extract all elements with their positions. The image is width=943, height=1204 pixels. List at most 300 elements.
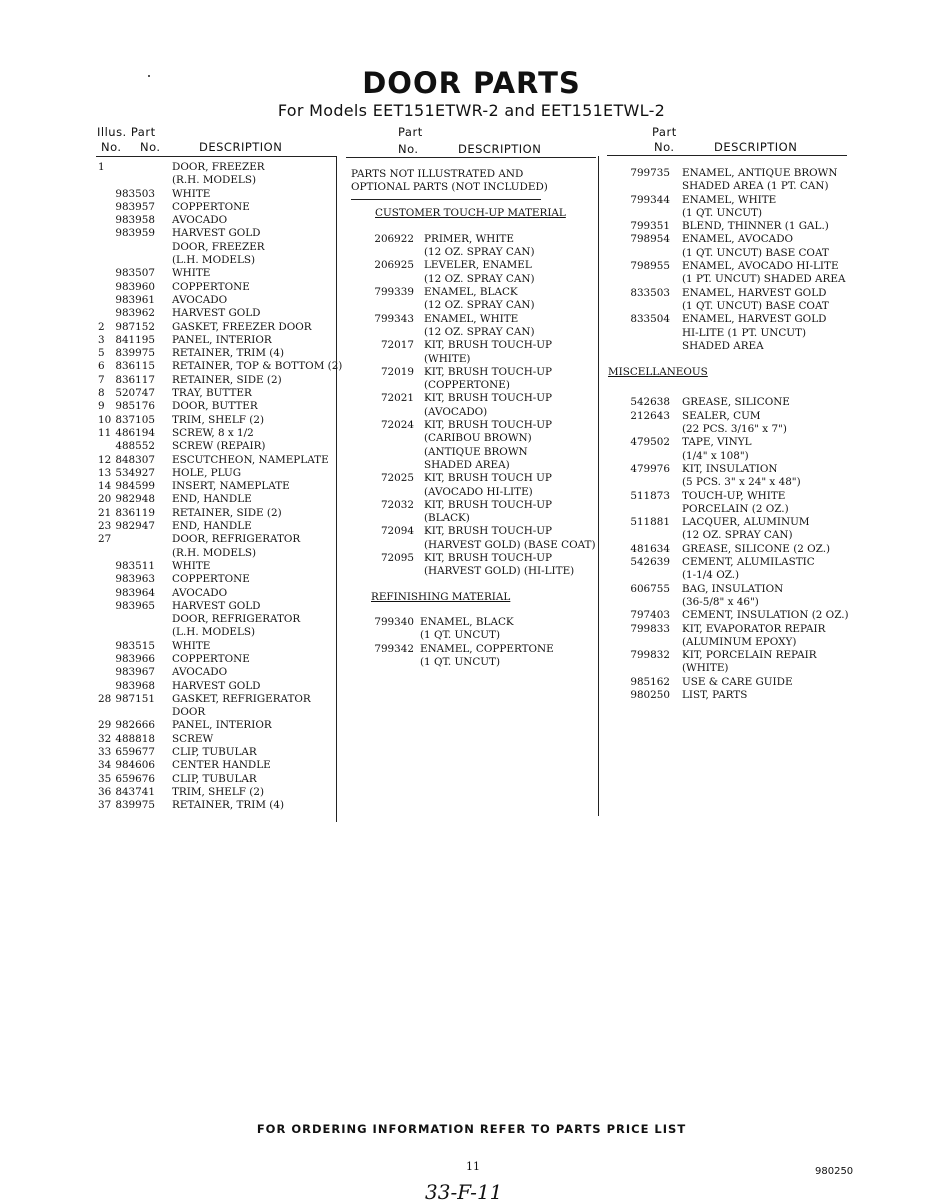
illus-number: 6 xyxy=(98,360,105,373)
part-description: AVOCADO xyxy=(172,293,228,306)
part-description: DOOR, FREEZER xyxy=(172,240,265,253)
part-description: (1-1/4 OZ.) xyxy=(682,569,740,582)
illus-number: 10 xyxy=(98,413,112,426)
part-description: GASKET, REFRIGERATOR xyxy=(172,692,311,705)
part-description: CLIP, TUBULAR xyxy=(172,772,257,785)
part-description: KIT, BRUSH TOUCH-UP xyxy=(424,525,553,538)
part-description: (5 PCS. 3" x 24" x 48") xyxy=(682,476,801,489)
part-number: 659677 xyxy=(115,746,155,759)
part-number: 206922 xyxy=(374,232,414,245)
part-number: 983966 xyxy=(115,652,155,665)
part-description: SHADED AREA) xyxy=(424,458,510,471)
part-row xyxy=(98,440,338,453)
col2-header-part: Part xyxy=(398,125,423,139)
col2-header-no: No. xyxy=(398,142,419,156)
part-description: KIT, INSULATION xyxy=(682,462,778,475)
part-row xyxy=(98,746,338,759)
col3-header-no: No. xyxy=(654,140,675,154)
illus-number: 28 xyxy=(98,692,112,705)
part-number: 72024 xyxy=(380,419,414,432)
part-row xyxy=(98,201,338,214)
page-title: DOOR PARTS xyxy=(362,66,581,100)
part-row xyxy=(98,347,338,360)
col1-parts-list xyxy=(98,161,343,813)
part-number: 983968 xyxy=(115,679,155,692)
part-row xyxy=(351,419,596,432)
part-row xyxy=(98,387,338,400)
part-row xyxy=(608,180,848,193)
part-description: (AVOCADO HI-LITE) xyxy=(424,485,533,498)
part-row xyxy=(608,662,848,675)
part-description: (22 PCS. 3/16" x 7") xyxy=(682,423,787,436)
part-row xyxy=(98,626,338,639)
part-description: TRAY, BUTTER xyxy=(172,387,252,400)
section-heading: MISCELLANEOUS xyxy=(608,366,708,379)
part-description: (R.H. MODELS) xyxy=(172,546,256,559)
part-row xyxy=(98,294,338,307)
part-number: 983507 xyxy=(115,267,155,280)
part-description: SCREW, 8 x 1/2 xyxy=(172,426,254,439)
part-description: CEMENT, INSULATION (2 OZ.) xyxy=(682,609,849,622)
part-number: 72021 xyxy=(380,392,414,405)
part-description: HARVEST GOLD xyxy=(172,227,261,240)
part-description: ENAMEL, HARVEST GOLD xyxy=(682,313,827,326)
col2-parts-list xyxy=(351,168,596,669)
part-description: KIT, BRUSH TOUCH-UP xyxy=(424,339,553,352)
part-number: 799833 xyxy=(630,622,670,635)
part-number: 985176 xyxy=(115,400,155,413)
part-row xyxy=(608,463,848,476)
intro-rule xyxy=(351,199,541,200)
part-description: HARVEST GOLD xyxy=(172,599,261,612)
part-row xyxy=(98,267,338,280)
part-description: DOOR, REFRIGERATOR xyxy=(172,613,301,626)
part-number: 983961 xyxy=(115,293,155,306)
part-row xyxy=(608,287,848,300)
part-number: 799832 xyxy=(630,649,670,662)
part-row xyxy=(98,174,338,187)
column-divider-2 xyxy=(598,156,599,816)
part-description: ENAMEL, WHITE xyxy=(424,312,519,325)
part-description: KIT, BRUSH TOUCH-UP xyxy=(424,498,553,511)
col1-header-no2: No. xyxy=(140,140,161,154)
part-description: RETAINER, TRIM (4) xyxy=(172,799,285,812)
part-row xyxy=(98,507,338,520)
part-row xyxy=(98,374,338,387)
part-description: COPPERTONE xyxy=(172,652,250,665)
part-description: KIT, BRUSH TOUCH-UP xyxy=(424,392,553,405)
part-description: CENTER HANDLE xyxy=(172,759,271,772)
part-row xyxy=(98,227,338,240)
part-description: (12 OZ. SPRAY CAN) xyxy=(424,299,535,312)
part-description: WHITE xyxy=(172,639,211,652)
part-description: LIST, PARTS xyxy=(682,688,748,701)
part-number: 841195 xyxy=(115,333,155,346)
part-number: 72094 xyxy=(380,525,414,538)
part-number: 606755 xyxy=(630,582,670,595)
illus-number: 2 xyxy=(98,320,105,333)
part-row xyxy=(98,786,338,799)
part-row xyxy=(608,516,848,529)
part-row xyxy=(351,472,596,485)
part-number: 983962 xyxy=(115,307,155,320)
part-row xyxy=(608,313,848,326)
part-row xyxy=(608,247,848,260)
part-row xyxy=(351,499,596,512)
part-number: 534927 xyxy=(115,466,155,479)
part-description: (1 QT. UNCUT) xyxy=(420,655,501,668)
part-row xyxy=(351,406,596,419)
part-number: 799343 xyxy=(374,312,414,325)
part-row xyxy=(608,300,848,313)
part-number: 983965 xyxy=(115,599,155,612)
part-row xyxy=(98,454,338,467)
part-row xyxy=(98,188,338,201)
part-row xyxy=(98,307,338,320)
part-row xyxy=(98,360,343,373)
part-number: 799339 xyxy=(374,286,414,299)
part-description: (AVOCADO) xyxy=(424,405,488,418)
part-number: 982666 xyxy=(115,719,155,732)
part-description: WHITE xyxy=(172,267,211,280)
part-description: (1 PT. UNCUT) SHADED AREA xyxy=(682,273,846,286)
part-number: 983963 xyxy=(115,573,155,586)
part-number: 987151 xyxy=(115,692,155,705)
part-number: 982948 xyxy=(115,493,155,506)
part-number: 479502 xyxy=(630,436,670,449)
part-number: 659676 xyxy=(115,772,155,785)
part-row xyxy=(351,643,596,656)
illus-number: 3 xyxy=(98,333,105,346)
part-description: SHADED AREA xyxy=(682,339,764,352)
part-description: KIT, EVAPORATOR REPAIR xyxy=(682,622,826,635)
part-row xyxy=(608,220,848,233)
part-row xyxy=(98,400,338,413)
part-row xyxy=(98,680,338,693)
part-number: 488818 xyxy=(115,732,155,745)
part-row xyxy=(351,286,596,299)
part-row xyxy=(608,609,848,622)
part-description: WHITE xyxy=(172,187,211,200)
part-row xyxy=(98,560,338,573)
part-row xyxy=(608,207,848,220)
part-number: 982947 xyxy=(115,520,155,533)
part-row xyxy=(351,366,596,379)
part-description: ENAMEL, BLACK xyxy=(424,286,518,299)
part-row xyxy=(351,616,596,629)
part-number: 798955 xyxy=(630,260,670,273)
part-description: ENAMEL, AVOCADO xyxy=(682,233,794,246)
part-description: (12 OZ. SPRAY CAN) xyxy=(424,325,535,338)
part-row xyxy=(608,623,848,636)
part-description: (BLACK) xyxy=(424,512,470,525)
part-row xyxy=(98,161,338,174)
part-description: DOOR, FREEZER xyxy=(172,161,265,173)
part-number: 833503 xyxy=(630,286,670,299)
part-number: 983958 xyxy=(115,214,155,227)
part-description: GASKET, FREEZER DOOR xyxy=(172,320,312,333)
part-number: 72025 xyxy=(380,472,414,485)
part-description: AVOCADO xyxy=(172,214,228,227)
part-description: WHITE xyxy=(172,559,211,572)
part-row xyxy=(351,313,596,326)
ordering-footer: FOR ORDERING INFORMATION REFER TO PARTS PRICE LIST xyxy=(256,1122,687,1136)
part-number: 837105 xyxy=(115,413,155,426)
part-row xyxy=(608,167,848,180)
part-number: 206925 xyxy=(374,259,414,272)
part-row xyxy=(98,666,338,679)
handwritten-note: 33-F-11 xyxy=(425,1180,503,1204)
part-description: (WHITE) xyxy=(424,352,471,365)
part-row xyxy=(608,490,848,503)
part-row xyxy=(98,414,338,427)
intro-line: PARTS NOT ILLUSTRATED AND xyxy=(351,168,524,180)
part-row xyxy=(351,392,596,405)
part-description: ENAMEL, HARVEST GOLD xyxy=(682,286,827,299)
illus-number: 12 xyxy=(98,453,112,466)
section-heading: CUSTOMER TOUCH-UP MATERIAL xyxy=(375,206,566,219)
part-description: RETAINER, SIDE (2) xyxy=(172,373,282,386)
part-row xyxy=(351,432,596,445)
part-row xyxy=(608,556,848,569)
part-description: SCREW (REPAIR) xyxy=(172,440,266,453)
part-row xyxy=(351,512,596,525)
part-description: (R.H. MODELS) xyxy=(172,174,256,187)
part-number: 72032 xyxy=(380,498,414,511)
part-description: KIT, PORCELAIN REPAIR xyxy=(682,649,817,662)
part-row xyxy=(608,569,848,582)
col1-header-desc: DESCRIPTION xyxy=(199,140,283,154)
part-row xyxy=(608,450,848,463)
part-row xyxy=(608,529,848,542)
part-description: END, HANDLE xyxy=(172,520,252,533)
part-description: (1 QT. UNCUT) BASE COAT xyxy=(682,299,829,312)
part-row xyxy=(608,636,848,649)
col2-header-desc: DESCRIPTION xyxy=(458,142,542,156)
part-row xyxy=(608,423,848,436)
part-row xyxy=(98,533,338,546)
part-row xyxy=(608,273,848,286)
part-description: (CARIBOU BROWN) xyxy=(424,432,532,445)
illus-number: 14 xyxy=(98,480,112,493)
part-description: BAG, INSULATION xyxy=(682,582,784,595)
illus-number: 34 xyxy=(98,759,112,772)
part-description: PRIMER, WHITE xyxy=(424,232,514,245)
illus-number: 21 xyxy=(98,506,112,519)
col1-header-rule xyxy=(96,156,336,157)
part-description: (WHITE) xyxy=(682,662,729,675)
part-number: 72019 xyxy=(380,365,414,378)
part-description: PORCELAIN (2 OZ.) xyxy=(682,502,789,515)
part-row xyxy=(351,656,596,669)
part-description: (1/4" x 108") xyxy=(682,449,749,462)
col3-header-part: Part xyxy=(652,125,677,139)
col1-header-no: No. xyxy=(101,140,122,154)
part-description: KIT, BRUSH TOUCH UP xyxy=(424,472,552,485)
part-description: HI-LITE (1 PT. UNCUT) xyxy=(682,326,807,339)
part-description: (ALUMINUM EPOXY) xyxy=(682,635,797,648)
part-description: HARVEST GOLD xyxy=(172,679,261,692)
part-row xyxy=(98,321,338,334)
illus-number: 32 xyxy=(98,732,112,745)
part-number: 836117 xyxy=(115,373,155,386)
part-row xyxy=(98,719,338,732)
part-number: 799340 xyxy=(374,615,414,628)
part-row xyxy=(351,246,596,259)
part-row xyxy=(351,539,596,552)
part-row xyxy=(98,520,338,533)
part-row xyxy=(608,543,848,556)
part-number: 987152 xyxy=(115,320,155,333)
part-number: 486194 xyxy=(115,426,155,439)
part-description: HARVEST GOLD xyxy=(172,307,261,320)
part-row xyxy=(98,480,338,493)
part-row xyxy=(608,233,848,246)
part-description: (HARVEST GOLD) (HI-LITE) xyxy=(424,565,575,578)
part-description: SCREW xyxy=(172,732,214,745)
part-number: 798954 xyxy=(630,233,670,246)
part-row xyxy=(98,587,338,600)
part-number: 542639 xyxy=(630,556,670,569)
part-row xyxy=(608,503,848,516)
illus-number: 35 xyxy=(98,772,112,785)
part-row xyxy=(98,613,338,626)
part-row xyxy=(351,339,596,352)
part-description: GREASE, SILICONE xyxy=(682,396,790,409)
part-number: 984606 xyxy=(115,759,155,772)
part-row xyxy=(98,254,338,267)
part-number: 833504 xyxy=(630,313,670,326)
part-description: COPPERTONE xyxy=(172,280,250,293)
part-row xyxy=(608,260,848,273)
part-row xyxy=(608,649,848,662)
part-row xyxy=(351,629,596,642)
part-number: 985162 xyxy=(630,675,670,688)
part-number: 983964 xyxy=(115,586,155,599)
part-number: 799344 xyxy=(630,193,670,206)
illus-number: 27 xyxy=(98,533,112,546)
part-description: KIT, BRUSH TOUCH-UP xyxy=(424,419,553,432)
illus-number: 13 xyxy=(98,466,112,479)
part-description: AVOCADO xyxy=(172,666,228,679)
part-description: KIT, BRUSH TOUCH-UP xyxy=(424,365,553,378)
part-row xyxy=(351,552,596,565)
part-description: SEALER, CUM xyxy=(682,409,761,422)
part-row xyxy=(351,379,596,392)
part-description: TRIM, SHELF (2) xyxy=(172,413,264,426)
part-description: (12 OZ. SPRAY CAN) xyxy=(682,529,793,542)
illus-number: 7 xyxy=(98,373,105,386)
part-description: TOUCH-UP, WHITE xyxy=(682,489,786,502)
illus-number: 9 xyxy=(98,400,105,413)
part-row xyxy=(608,596,848,609)
part-description: COPPERTONE xyxy=(172,200,250,213)
part-row xyxy=(351,486,596,499)
intro-line: OPTIONAL PARTS (NOT INCLUDED) xyxy=(351,181,548,194)
part-row xyxy=(98,493,338,506)
col3-header-rule xyxy=(607,155,847,156)
part-number: 983503 xyxy=(115,187,155,200)
part-number: 72095 xyxy=(380,552,414,565)
part-number: 980250 xyxy=(630,688,670,701)
part-row xyxy=(608,194,848,207)
part-description: ESCUTCHEON, NAMEPLATE xyxy=(172,453,329,466)
part-row xyxy=(98,427,338,440)
part-row xyxy=(351,353,596,366)
part-description: GREASE, SILICONE (2 OZ.) xyxy=(682,542,831,555)
page-subtitle: For Models EET151ETWR-2 and EET151ETWL-2 xyxy=(277,101,666,120)
part-description: LACQUER, ALUMINUM xyxy=(682,516,810,529)
part-row xyxy=(608,340,848,353)
part-row xyxy=(98,653,338,666)
part-row xyxy=(608,676,848,689)
part-row xyxy=(98,281,338,294)
illus-number: 20 xyxy=(98,493,112,506)
part-row xyxy=(351,326,596,339)
page-number: 11 xyxy=(466,1160,480,1173)
part-description: INSERT, NAMEPLATE xyxy=(172,480,290,493)
part-description: (L.H. MODELS) xyxy=(172,254,256,267)
part-description: (36-5/8" x 46") xyxy=(682,595,759,608)
part-description: (COPPERTONE) xyxy=(424,379,510,392)
col3-parts-list xyxy=(608,167,848,702)
part-description: AVOCADO xyxy=(172,586,228,599)
part-row xyxy=(608,689,848,702)
part-row xyxy=(98,600,338,613)
col1-header-illus: Illus. Part xyxy=(97,125,156,139)
part-row xyxy=(98,706,338,719)
part-description: RETAINER, SIDE (2) xyxy=(172,506,282,519)
part-row xyxy=(98,640,338,653)
part-number: 983511 xyxy=(115,559,155,572)
part-row xyxy=(98,334,338,347)
part-description: (12 OZ. SPRAY CAN) xyxy=(424,246,535,259)
illus-number: 8 xyxy=(98,387,105,400)
part-row xyxy=(98,573,338,586)
part-row xyxy=(351,525,596,538)
part-description: ENAMEL, BLACK xyxy=(420,615,514,628)
part-number: 848307 xyxy=(115,453,155,466)
part-number: 511881 xyxy=(630,516,670,529)
part-number: 836115 xyxy=(115,360,155,373)
illus-number: 23 xyxy=(98,520,112,533)
part-number: 799351 xyxy=(630,220,670,233)
part-number: 983960 xyxy=(115,280,155,293)
part-description: BLEND, THINNER (1 GAL.) xyxy=(682,220,829,233)
part-row xyxy=(98,467,338,480)
col3-header-desc: DESCRIPTION xyxy=(714,140,798,154)
part-number: 839975 xyxy=(115,347,155,360)
part-number: 481634 xyxy=(630,542,670,555)
part-number: 72017 xyxy=(380,339,414,352)
part-number: 983967 xyxy=(115,666,155,679)
part-description: (12 OZ. SPRAY CAN) xyxy=(424,272,535,285)
part-description: RETAINER, TOP & BOTTOM (2) xyxy=(172,360,343,373)
part-row xyxy=(351,459,596,472)
part-description: LEVELER, ENAMEL xyxy=(424,259,532,272)
part-row xyxy=(351,233,596,246)
part-row xyxy=(98,547,338,560)
document-number: 980250 xyxy=(815,1166,854,1177)
illus-number: 1 xyxy=(98,161,105,173)
part-row xyxy=(608,476,848,489)
part-row xyxy=(98,733,338,746)
part-description: (ANTIQUE BROWN xyxy=(424,445,528,458)
part-number: 542638 xyxy=(630,396,670,409)
part-description: TRIM, SHELF (2) xyxy=(172,785,264,798)
part-row xyxy=(98,759,338,772)
illus-number: 5 xyxy=(98,347,105,360)
